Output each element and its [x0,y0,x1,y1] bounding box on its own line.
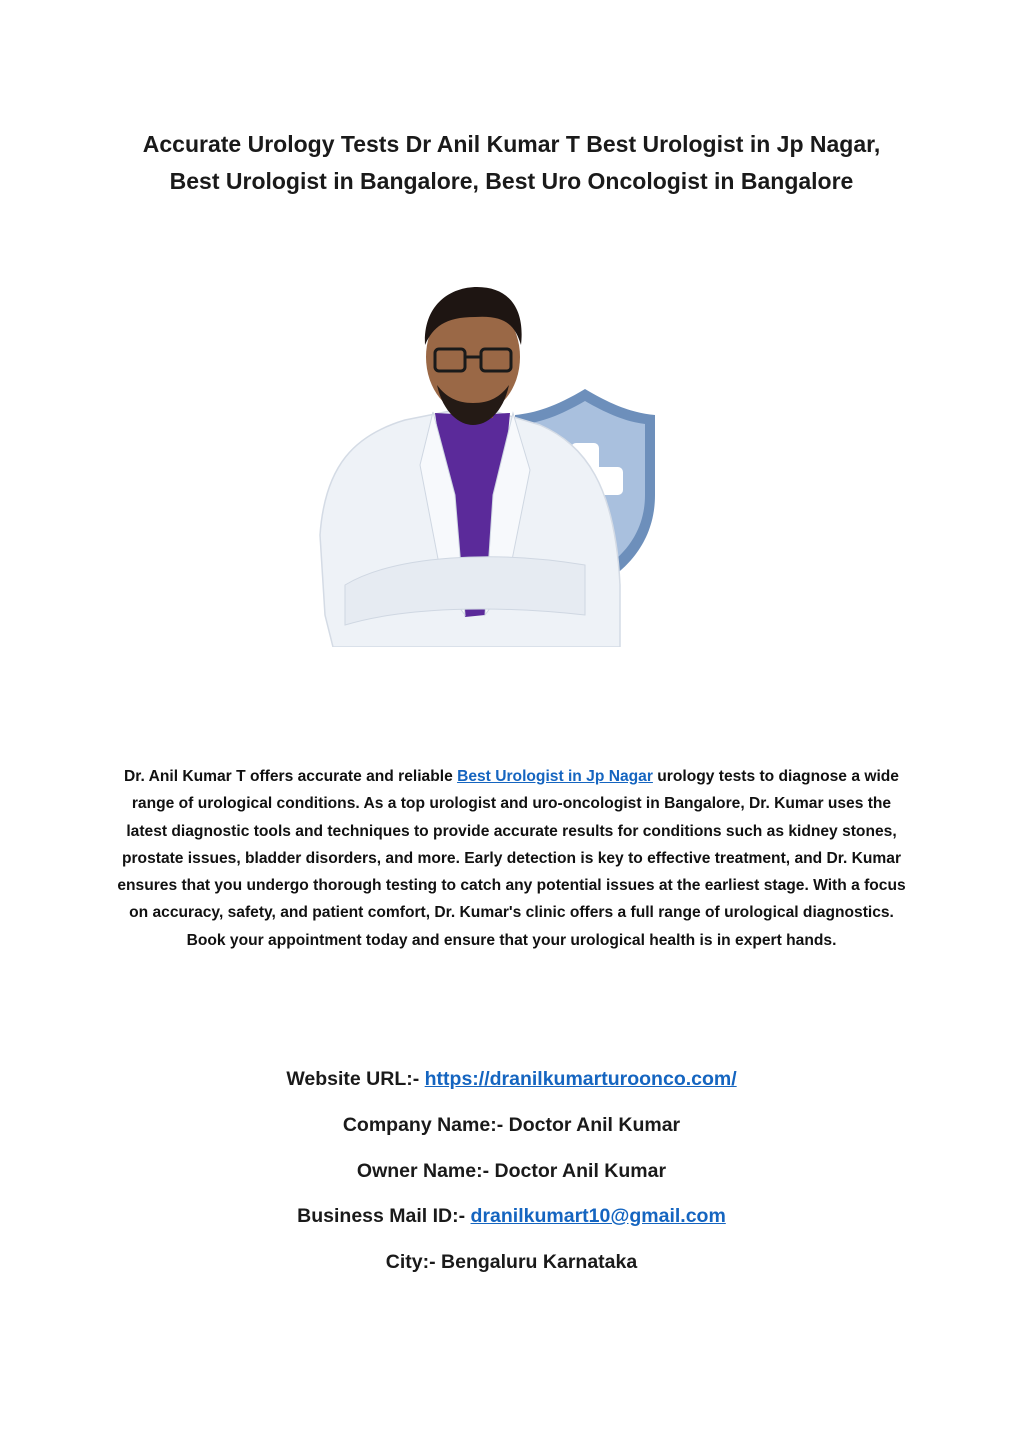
doctor-photo [315,285,665,647]
owner-row [100,1160,923,1183]
mail-row [100,1205,923,1228]
city-value: Bengaluru Karnataka [441,1251,638,1273]
hero-image [315,285,665,647]
paragraph-text-end: urology tests to diagnose a wide range of urological conditions. As a top urologist and uro-oncologist in Bangalore, Dr. Kumar uses the latest diagnostic tools and techniques to provide accurate results for conditions such as kidney stones, prostate issues, bladder disorders, and more. Early detection is key to effective treatment, and Dr. Kumar ensures that you undergo thorough testing to catch any potential issues at the earliest stage. With a focus on accuracy, safety, and patient comfort, Dr. Kumar's clinic offers a full range of urological diagnostics. Book your appointment today and ensure that your urological health is in expert hands. [117,768,906,949]
company-value: Doctor Anil Kumar [508,1114,681,1136]
city-row [100,1251,923,1274]
owner-label: Owner Name:- [356,1160,495,1182]
website-link[interactable]: https://dranilkumarturoonco.com/ [424,1068,737,1090]
owner-value: Doctor Anil Kumar [494,1160,667,1182]
best-urologist-link[interactable]: Best Urologist in Jp Nagar [457,768,653,785]
page-title [90,126,933,200]
city-label: City:- [385,1251,442,1273]
company-label: Company Name:- [342,1114,509,1136]
title-line-1: Accurate Urology Tests Dr Anil Kumar T Best Urologist in Jp Nagar, [142,131,881,157]
website-label: Website URL:- [286,1068,425,1090]
company-row [100,1114,923,1137]
intro-paragraph [110,763,913,954]
paragraph-text-start: Dr. Anil Kumar T offers accurate and reliable [124,768,458,785]
title-line-2: Best Urologist in Bangalore, Best Uro Oncologist in Bangalore [169,168,854,194]
mail-label: Business Mail ID:- [297,1205,471,1227]
mail-link[interactable]: dranilkumart10@gmail.com [470,1205,726,1227]
doctor-figure [320,287,620,647]
website-row [100,1068,923,1091]
